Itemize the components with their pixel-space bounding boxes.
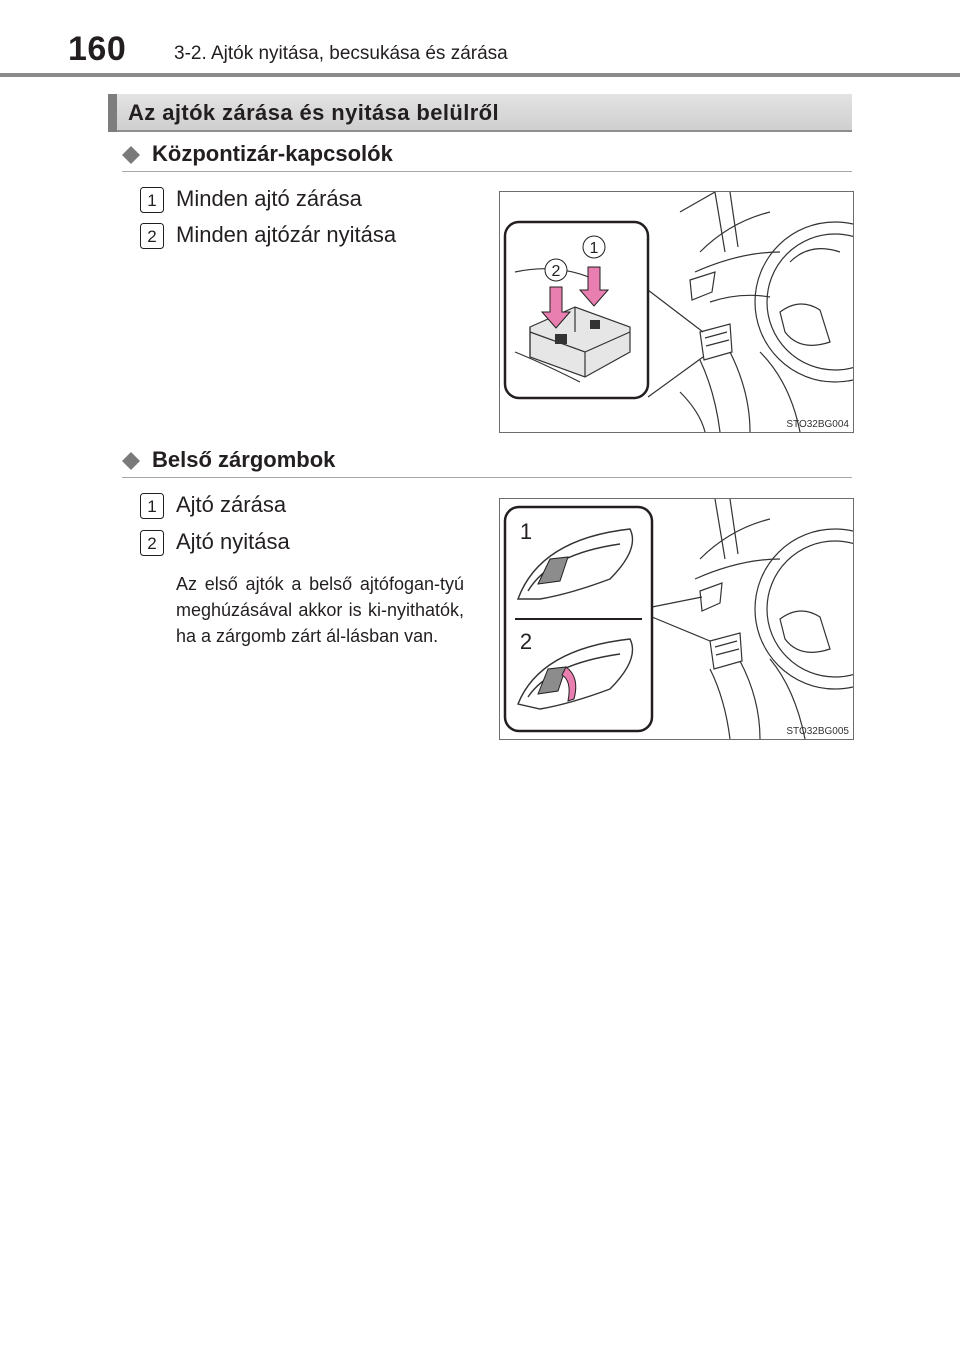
inside-lock-knob-illustration bbox=[500, 499, 853, 739]
svg-text:1: 1 bbox=[147, 191, 157, 210]
list-item-text: Ajtó zárása bbox=[176, 492, 287, 517]
callout-2: 2 bbox=[551, 263, 561, 280]
figure-door-lock-switch bbox=[499, 191, 854, 433]
svg-text:1: 1 bbox=[147, 497, 157, 516]
subheading-label: Központizár-kapcsolók bbox=[152, 141, 393, 166]
section-title-bar bbox=[108, 94, 852, 132]
number-badge-icon bbox=[140, 187, 164, 213]
list-item-text: Minden ajtó zárása bbox=[176, 186, 362, 211]
svg-text:2: 2 bbox=[147, 534, 157, 553]
list-item-text: Minden ajtózár nyitása bbox=[176, 222, 397, 247]
section-title: Az ajtók zárása és nyitása belülről bbox=[128, 100, 500, 125]
callout-2: 2 bbox=[519, 629, 533, 654]
diamond-bullet-icon bbox=[122, 146, 140, 164]
subheading-inside-lock bbox=[122, 447, 852, 478]
page-number: 160 bbox=[68, 30, 127, 68]
subheading-label: Belső zárgombok bbox=[152, 447, 336, 472]
number-badge-icon bbox=[140, 530, 164, 556]
door-lock-switch-illustration bbox=[500, 192, 853, 432]
figure-caption: STO32BG005 bbox=[786, 726, 849, 737]
number-badge-icon bbox=[140, 493, 164, 519]
callout-1: 1 bbox=[589, 240, 599, 257]
note-text: Az első ajtók a belső ajtófogan-tyú meghúzásával akkor is ki-nyithatók, ha a zárgomb zárt ál-lásban van. bbox=[176, 574, 464, 646]
list-item-text: Ajtó nyitása bbox=[176, 529, 290, 554]
header-rule bbox=[0, 73, 960, 77]
section-accent bbox=[108, 94, 117, 132]
subheading-central-lock bbox=[122, 141, 852, 172]
svg-text:2: 2 bbox=[147, 227, 157, 246]
figure-inside-lock-knob bbox=[499, 498, 854, 740]
figure-caption: STO32BG004 bbox=[786, 419, 849, 430]
diamond-bullet-icon bbox=[122, 452, 140, 470]
number-badge-icon bbox=[140, 223, 164, 249]
callout-1: 1 bbox=[519, 519, 533, 544]
chapter-title: 3-2. Ajtók nyitása, becsukása és zárása bbox=[174, 43, 508, 64]
